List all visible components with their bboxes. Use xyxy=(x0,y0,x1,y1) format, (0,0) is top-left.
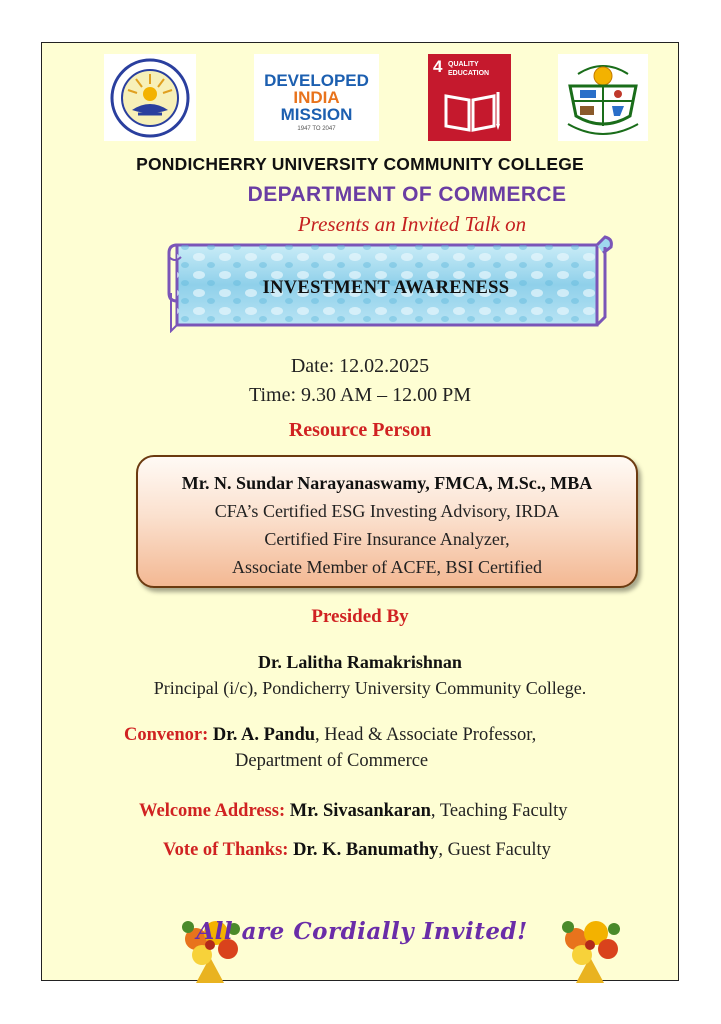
convenor-name: Dr. A. Pandu xyxy=(212,725,316,745)
poster xyxy=(41,42,679,981)
presided-name: Dr. Lalitha Ramakrishnan xyxy=(258,652,462,672)
welcome-role: , Teaching Faculty xyxy=(430,801,568,821)
resource-person-heading: Resource Person xyxy=(288,419,432,441)
presents-line: Presents an Invited Talk on xyxy=(297,212,527,236)
convenor-label: Convenor: xyxy=(124,725,209,745)
convenor-department: Department of Commerce xyxy=(235,751,429,771)
presided-heading: Presided By xyxy=(311,606,409,627)
event-date: Date: 12.02.2025 xyxy=(290,355,430,377)
pondicherry-university-logo xyxy=(104,54,196,141)
resource-person-box xyxy=(136,455,638,588)
convenor-line xyxy=(124,725,536,746)
vote-of-thanks-line xyxy=(163,840,551,861)
sdg-quality-education-logo xyxy=(428,54,511,141)
dim-years: 1947 TO 2047 xyxy=(297,126,336,132)
vote-role: , Guest Faculty xyxy=(438,840,551,860)
dim-line-2: INDIA xyxy=(293,88,340,107)
convenor-role: , Head & Associate Professor, xyxy=(315,725,537,745)
developed-india-mission-logo xyxy=(254,54,379,141)
sdg-number: 4 xyxy=(433,57,443,76)
event-time: Time: 9.30 AM – 12.00 PM xyxy=(248,384,472,406)
welcome-label: Welcome Address: xyxy=(139,801,286,821)
banner-title: INVESTMENT AWARENESS xyxy=(262,278,510,298)
presided-role: Principal (i/c), Pondicherry University Community College. xyxy=(153,678,587,698)
resource-person-line-3: Associate Member of ACFE, BSI Certified xyxy=(232,557,542,577)
department-name: DEPARTMENT OF COMMERCE xyxy=(247,183,567,206)
cordial-invite-text: All are Cordially Invited! xyxy=(196,918,528,945)
sdg-label: QUALITY EDUCATION xyxy=(448,61,490,77)
community-college-logo xyxy=(558,54,648,141)
resource-person-name: Mr. N. Sundar Narayanaswamy, FMCA, M.Sc., MBA xyxy=(181,473,593,493)
title-banner xyxy=(165,233,617,333)
book-icon xyxy=(442,88,500,134)
flower-bouquet-right-icon xyxy=(556,913,624,983)
vote-label: Vote of Thanks: xyxy=(163,840,289,860)
welcome-line xyxy=(139,801,568,822)
vote-name: Dr. K. Banumathy xyxy=(293,840,439,860)
resource-person-line-1: CFA’s Certified ESG Investing Advisory, IRDA xyxy=(214,501,560,521)
resource-person-line-2: Certified Fire Insurance Analyzer, xyxy=(264,529,510,549)
welcome-name: Mr. Sivasankaran xyxy=(289,801,431,821)
dim-line-3: MISSION xyxy=(280,105,353,124)
college-name: PONDICHERRY UNIVERSITY COMMUNITY COLLEGE xyxy=(136,154,584,174)
dim-line-1: DEVELOPED xyxy=(264,71,369,90)
